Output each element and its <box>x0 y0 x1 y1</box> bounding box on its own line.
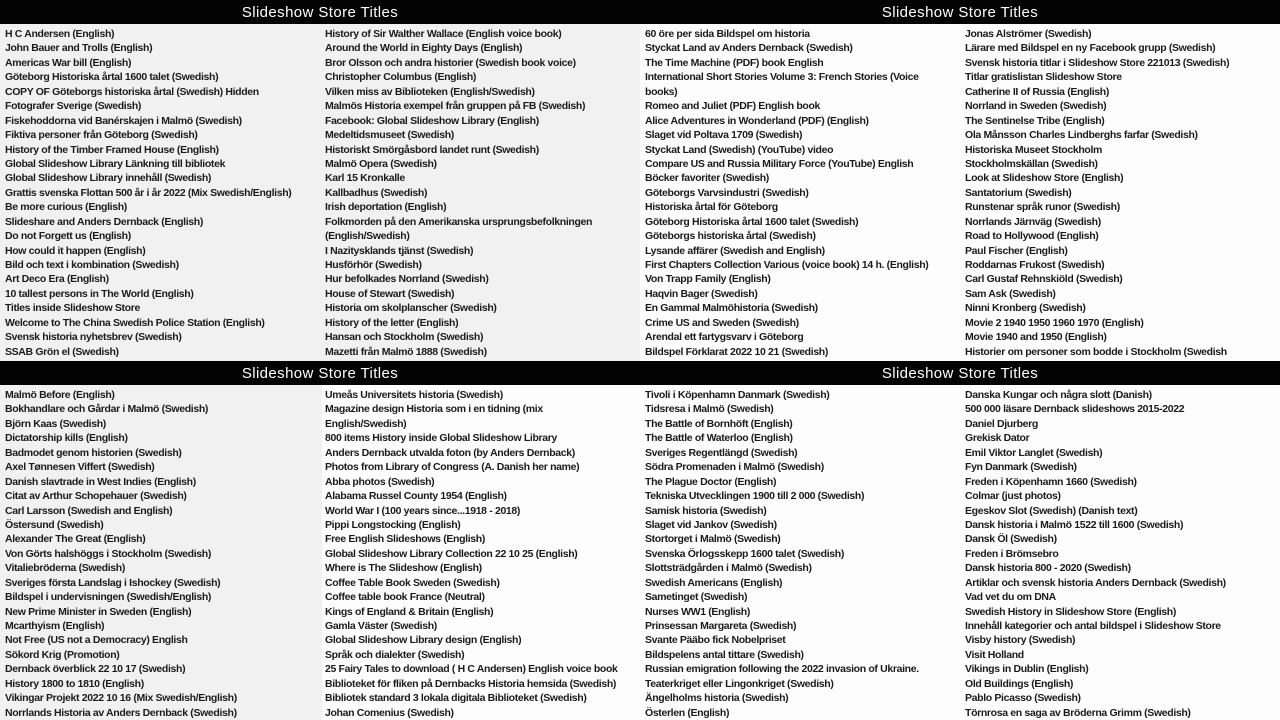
title-line: Catherine II of Russia (English) <box>965 85 1109 98</box>
title-line: Svensk historia nyhetsbrev (Swedish) <box>5 331 182 344</box>
title-line: Styckat Land av Anders Dernback (Swedish) <box>645 42 853 55</box>
title-line: Egeskov Slot (Swedish) (Danish text) <box>965 504 1138 517</box>
title-line: Historiskt Smörgåsbord landet runt (Swedish) <box>325 143 539 156</box>
title-line: Von Trapp Family (English) <box>645 273 771 286</box>
title-line: Swedish Americans (English) <box>645 576 783 589</box>
title-line: Alabama Russel County 1954 (English) <box>325 490 507 503</box>
title-line: John Bauer and Trolls (English) <box>5 42 153 55</box>
title-line: The Sentinelse Tribe (English) <box>965 114 1105 127</box>
title-line: Mazetti från Malmö 1888 (Swedish) <box>325 345 487 358</box>
title-line: Svenska Örlogsskepp 1600 talet (Swedish) <box>645 547 845 560</box>
title-line: Nurses WW1 (English) <box>645 605 751 618</box>
title-line: Emil Viktor Langlet (Swedish) <box>965 446 1103 459</box>
title-line: Östersund (Swedish) <box>5 518 104 531</box>
title-line: History 1800 to 1810 (English) <box>5 677 144 690</box>
title-line: Göteborgs Varvsindustri (Swedish) <box>645 186 809 199</box>
title-line: Global Slideshow Library Collection 22 10 25 (English) <box>325 547 578 560</box>
title-line: House of Stewart (Swedish) <box>325 287 455 300</box>
title-line: Anders Dernback utvalda foton (by Anders Dernback) <box>325 446 575 459</box>
title-column-bottom-3 <box>645 388 961 720</box>
title-line: Danish slavtrade in West Indies (English) <box>5 475 196 488</box>
title-line: SSAB Grön el (Swedish) <box>5 345 119 358</box>
title-line: Abba photos (Swedish) <box>325 475 435 488</box>
title-line: Titlar gratislistan Slideshow Store <box>965 71 1122 84</box>
title-line: Karl 15 Kronkalle <box>325 172 405 185</box>
header-bar-middle <box>0 361 1280 385</box>
title-line: Visby history (Swedish) <box>965 634 1076 647</box>
title-line: Göteborg Historiska årtal 1600 talet (Swedish) <box>645 215 859 228</box>
title-line: Pippi Longstocking (English) <box>325 518 461 531</box>
title-line: Paul Fischer (English) <box>965 244 1068 257</box>
title-line: New Prime Minister in Sweden (English) <box>5 605 192 618</box>
title-line: Lysande affärer (Swedish and English) <box>645 244 825 257</box>
title-line: Prinsessan Margareta (Swedish) <box>645 620 797 632</box>
title-line: Kallbadhus (Swedish) <box>325 186 428 199</box>
title-line: History of Sir Walther Wallace (English voice book) <box>325 28 562 40</box>
title-line: Jonas Alströmer (Swedish) <box>965 28 1092 40</box>
title-line: Historiska Museet Stockholm <box>965 143 1103 156</box>
title-column-top-3 <box>645 27 961 359</box>
title-line: Slaget vid Jankov (Swedish) <box>645 518 777 531</box>
title-line: Böcker favoriter (Swedish) <box>645 172 769 185</box>
title-line: Visit Holland <box>965 648 1024 661</box>
title-line: Svante Pääbo fick Nobelpriset <box>645 634 786 647</box>
title-line: Facebook: Global Slideshow Library (English) <box>325 114 539 127</box>
title-line: Vad vet du om DNA <box>965 591 1056 604</box>
title-line: Sam Ask (Swedish) <box>965 287 1056 300</box>
title-line: Look at Slideshow Store (English) <box>965 172 1124 185</box>
title-line: Free English Slideshows (English) <box>325 533 485 546</box>
title-line: (English/Swedish) <box>325 230 410 243</box>
title-line: Malmö Opera (Swedish) <box>325 157 437 170</box>
title-line: 10 tallest persons in The World (English) <box>5 287 194 300</box>
title-line: Citat av Arthur Schopehauer (Swedish) <box>5 490 187 503</box>
title-line: Ängelholms historia (Swedish) <box>645 692 789 705</box>
title-line: Törnrosa en saga av Bröderna Grimm (Swedish) <box>965 706 1191 719</box>
title-line: Göteborg Historiska årtal 1600 talet (Swedish) <box>5 71 219 84</box>
title-line: Titles inside Slideshow Store <box>5 302 140 315</box>
title-line: Sökord Krig (Promotion) <box>5 648 120 661</box>
title-line: Crime US and Sweden (Swedish) <box>645 316 799 329</box>
title-line: Sveriges första Landslag i Ishockey (Swedish) <box>5 576 221 589</box>
title-line: Björn Kaas (Swedish) <box>5 417 106 430</box>
title-line: Compare US and Russia Military Force (YouTube) English <box>645 157 914 170</box>
title-line: Umeås Universitets historia (Swedish) <box>325 389 503 401</box>
title-line: Artiklar och svensk historia Anders Dernback (Swedish) <box>965 576 1226 589</box>
title-line: Slaget vid Poltava 1709 (Swedish) <box>645 129 803 142</box>
title-line: Magazine design Historia som i en tidning (mix <box>325 403 543 416</box>
title-line: Global Slideshow Library innehåll (Swedish) <box>5 172 212 185</box>
title-line: Welcome to The China Swedish Police Station (English) <box>5 316 265 329</box>
title-line: First Chapters Collection Various (voice book) 14 h. (English) <box>645 259 929 271</box>
title-line: Movie 1940 and 1950 (English) <box>965 331 1107 344</box>
title-line: En Gammal Malmöhistoria (Swedish) <box>645 302 818 315</box>
title-line: Husförhör (Swedish) <box>325 259 422 271</box>
title-line: Do not Forgett us (English) <box>5 230 131 243</box>
slide-title: Slideshow Store Titles <box>241 364 399 382</box>
title-line: H C Andersen (English) <box>5 28 115 40</box>
title-line: Vikings in Dublin (English) <box>965 663 1089 676</box>
title-line: Vitaliebröderna (Swedish) <box>5 562 126 575</box>
title-line: Runstenar språk runor (Swedish) <box>965 201 1120 214</box>
title-column-top-2 <box>325 27 641 359</box>
title-line: English/Swedish) <box>325 417 407 430</box>
title-line: Freden i Köpenhamn 1660 (Swedish) <box>965 475 1137 488</box>
title-line: Hur befolkades Norrland (Swedish) <box>325 273 489 286</box>
title-line: Americas War bill (English) <box>5 56 132 69</box>
title-line: Gamla Väster (Swedish) <box>325 620 437 632</box>
title-column-bottom-2 <box>325 388 641 720</box>
title-line: Freden i Brömsebro <box>965 547 1059 560</box>
title-line: Norrland in Sweden (Swedish) <box>965 100 1107 113</box>
title-line: Romeo and Juliet (PDF) English book <box>645 100 821 113</box>
title-line: 500 000 läsare Dernback slideshows 2015-2022 <box>965 403 1185 416</box>
title-line: Innehåll kategorier och antal bildspel i Slideshow Store <box>965 620 1221 632</box>
title-line: Historiska årtal för Göteborg <box>645 201 778 214</box>
title-line: Bibliotek standard 3 lokala digitala Biblioteket (Swedish) <box>325 692 587 705</box>
title-line: Medeltidsmuseet (Swedish) <box>325 129 454 142</box>
title-column-top-1 <box>5 27 321 359</box>
title-line: books) <box>645 85 678 98</box>
title-line: Fotografer Sverige (Swedish) <box>5 100 142 113</box>
title-line: Bildspelens antal tittare (Swedish) <box>645 648 804 661</box>
title-line: History of the letter (English) <box>325 316 459 329</box>
title-line: Danska Kungar och några slott (Danish) <box>965 389 1152 401</box>
title-line: Bokhandlare och Gårdar i Malmö (Swedish) <box>5 403 209 416</box>
title-line: Colmar (just photos) <box>965 490 1061 503</box>
title-line: Norrlands Historia av Anders Dernback (Swedish) <box>5 706 237 719</box>
title-line: Stockholmskällan (Swedish) <box>965 157 1098 170</box>
title-line: Art Deco Era (English) <box>5 273 109 286</box>
slide-title: Slideshow Store Titles <box>241 3 399 21</box>
title-line: Axel Tønnesen Viffert (Swedish) <box>5 461 155 474</box>
title-line: Bildspel Förklarat 2022 10 21 (Swedish) <box>645 345 829 358</box>
title-line: Tidsresa i Malmö (Swedish) <box>645 403 774 416</box>
title-line: World War I (100 years since...1918 - 2018) <box>325 504 521 517</box>
title-line: Historia om skolplanscher (Swedish) <box>325 302 497 315</box>
header-bar-top <box>0 0 1280 24</box>
title-line: History of the Timber Framed House (English) <box>5 143 219 156</box>
title-line: Svensk historia titlar i Slideshow Store 221013 (Swedish) <box>965 56 1230 69</box>
title-line: Österlen (English) <box>645 706 730 719</box>
title-line: Carl Gustaf Rehnskiöld (Swedish) <box>965 273 1123 286</box>
title-column-bottom-4 <box>965 388 1280 720</box>
title-line: The Battle of Waterloo (English) <box>645 432 793 445</box>
title-line: Sametinget (Swedish) <box>645 591 748 604</box>
title-line: Photos from Library of Congress (A. Danish her name) <box>325 461 580 474</box>
title-line: Russian emigration following the 2022 invasion of Ukraine. <box>645 663 919 676</box>
title-line: Fyn Danmark (Swedish) <box>965 461 1077 474</box>
title-line: Be more curious (English) <box>5 201 127 214</box>
title-line: How could it happen (English) <box>5 244 146 257</box>
title-line: International Short Stories Volume 3: French Stories (Voice <box>645 71 919 84</box>
title-line: Haqvin Bager (Swedish) <box>645 287 758 300</box>
title-line: Global Slideshow Library Länkning till bibliotek <box>5 157 226 170</box>
title-line: Irish deportation (English) <box>325 201 447 214</box>
title-line: Grekisk Dator <box>965 432 1030 445</box>
title-line: Styckat Land (Swedish) (YouTube) video <box>645 143 834 156</box>
title-line: Roddarnas Frukost (Swedish) <box>965 259 1105 271</box>
title-line: Dernback överblick 22 10 17 (Swedish) <box>5 663 186 676</box>
title-line: Språk och dialekter (Swedish) <box>325 648 465 661</box>
title-line: Historier om personer som bodde i Stockholm (Swedish <box>965 345 1227 358</box>
title-line: Mcarthyism (English) <box>5 620 105 632</box>
title-line: Norrlands Järnväg (Swedish) <box>965 215 1101 228</box>
title-line: Badmodet genom historien (Swedish) <box>5 446 182 459</box>
title-line: Vilken miss av Biblioteken (English/Swedish) <box>325 85 535 98</box>
title-line: Tekniska Utvecklingen 1900 till 2 000 (Swedish) <box>645 490 865 503</box>
title-line: Dansk historia 800 - 2020 (Swedish) <box>965 562 1131 575</box>
title-line: Stortorget i Malmö (Swedish) <box>645 533 781 546</box>
title-line: Pablo Picasso (Swedish) <box>965 692 1081 705</box>
title-column-bottom-1 <box>5 388 321 720</box>
title-line: I Nazitysklands tjänst (Swedish) <box>325 244 474 257</box>
title-line: Arendal ett fartygsvarv i Göteborg <box>645 331 804 344</box>
title-line: Santatorium (Swedish) <box>965 186 1072 199</box>
title-line: Slideshare and Anders Dernback (English) <box>5 215 203 228</box>
title-line: Fiskehoddorna vid Banérskajen i Malmö (Swedish) <box>5 114 242 127</box>
title-line: Folkmorden på den Amerikanska ursprungsbefolkningen <box>325 215 593 228</box>
slide-title: Slideshow Store Titles <box>881 3 1039 21</box>
title-line: The Plague Doctor (English) <box>645 475 777 488</box>
title-line: Dansk historia i Malmö 1522 till 1600 (Swedish) <box>965 518 1184 531</box>
title-line: Sveriges Regentlängd (Swedish) <box>645 446 798 459</box>
title-line: Carl Larsson (Swedish and English) <box>5 504 173 517</box>
title-line: Hansan och Stockholm (Swedish) <box>325 331 484 344</box>
title-line: The Battle of Bornhöft (English) <box>645 417 793 430</box>
title-line: Södra Promenaden i Malmö (Swedish) <box>645 461 824 474</box>
title-line: Christopher Columbus (English) <box>325 71 477 84</box>
title-line: 60 öre per sida Bildspel om historia <box>645 28 810 40</box>
title-line: Around the World in Eighty Days (English) <box>325 42 523 55</box>
title-line: The Time Machine (PDF) book English <box>645 56 824 69</box>
title-line: Old Buildings (English) <box>965 677 1074 690</box>
title-line: Global Slideshow Library design (English) <box>325 634 522 647</box>
title-line: Swedish History in Slideshow Store (English) <box>965 605 1176 618</box>
title-line: Ninni Kronberg (Swedish) <box>965 302 1086 315</box>
title-line: Bror Olsson och andra historier (Swedish book voice) <box>325 56 576 69</box>
title-line: Malmö Before (English) <box>5 389 115 401</box>
title-line: Teaterkriget eller Lingonkriget (Swedish) <box>645 677 834 690</box>
title-line: Samisk historia (Swedish) <box>645 504 767 517</box>
title-line: Slottsträdgården i Malmö (Swedish) <box>645 562 812 575</box>
title-line: Coffee table book France (Neutral) <box>325 591 485 604</box>
title-line: Grattis svenska Flottan 500 år i år 2022 (Mix Swedish/English) <box>5 186 292 199</box>
title-column-top-4 <box>965 27 1280 359</box>
title-line: Road to Hollywood (English) <box>965 230 1099 243</box>
title-line: Alice Adventures in Wonderland (PDF) (English) <box>645 114 869 127</box>
title-line: Fiktiva personer från Göteborg (Swedish) <box>5 129 198 142</box>
title-line: 800 items History inside Global Slideshow Library <box>325 432 558 445</box>
title-line: Not Free (US not a Democracy) English <box>5 634 188 647</box>
title-line: Biblioteket för fliken på Dernbacks Historia hemsida (Swedish) <box>325 677 617 690</box>
title-line: Johan Comenius (Swedish) <box>325 706 454 719</box>
title-line: Bild och text i kombination (Swedish) <box>5 259 179 271</box>
title-line: Von Görts halshöggs i Stockholm (Swedish) <box>5 547 211 560</box>
title-line: Coffee Table Book Sweden (Swedish) <box>325 576 500 589</box>
title-line: Ola Månsson Charles Lindberghs farfar (Swedish) <box>965 129 1198 142</box>
title-line: Tivoli i Köpenhamn Danmark (Swedish) <box>645 389 830 401</box>
title-line: Vikingar Projekt 2022 10 16 (Mix Swedish/English) <box>5 692 237 705</box>
title-line: Alexander The Great (English) <box>5 533 146 546</box>
title-line: Bildspel i undervisningen (Swedish/English) <box>5 591 212 604</box>
title-line: Where is The Slideshow (English) <box>325 562 482 575</box>
title-line: Dansk Öl (Swedish) <box>965 533 1057 546</box>
title-line: Kings of England & Britain (English) <box>325 605 494 618</box>
title-line: Göteborgs historiska årtal (Swedish) <box>645 230 816 243</box>
title-line: COPY OF Göteborgs historiska årtal (Swedish) Hidden <box>5 85 259 98</box>
title-line: Daniel Djurberg <box>965 417 1038 430</box>
title-line: Lärare med Bildspel en ny Facebook grupp (Swedish) <box>965 42 1216 55</box>
slide-title: Slideshow Store Titles <box>881 364 1039 382</box>
title-line: 25 Fairy Tales to download ( H C Andersen) English voice book <box>325 663 618 676</box>
title-line: Malmös Historia exempel från gruppen på FB (Swedish) <box>325 100 586 113</box>
title-line: Movie 2 1940 1950 1960 1970 (English) <box>965 316 1144 329</box>
title-line: Dictatorship kills (English) <box>5 432 128 445</box>
